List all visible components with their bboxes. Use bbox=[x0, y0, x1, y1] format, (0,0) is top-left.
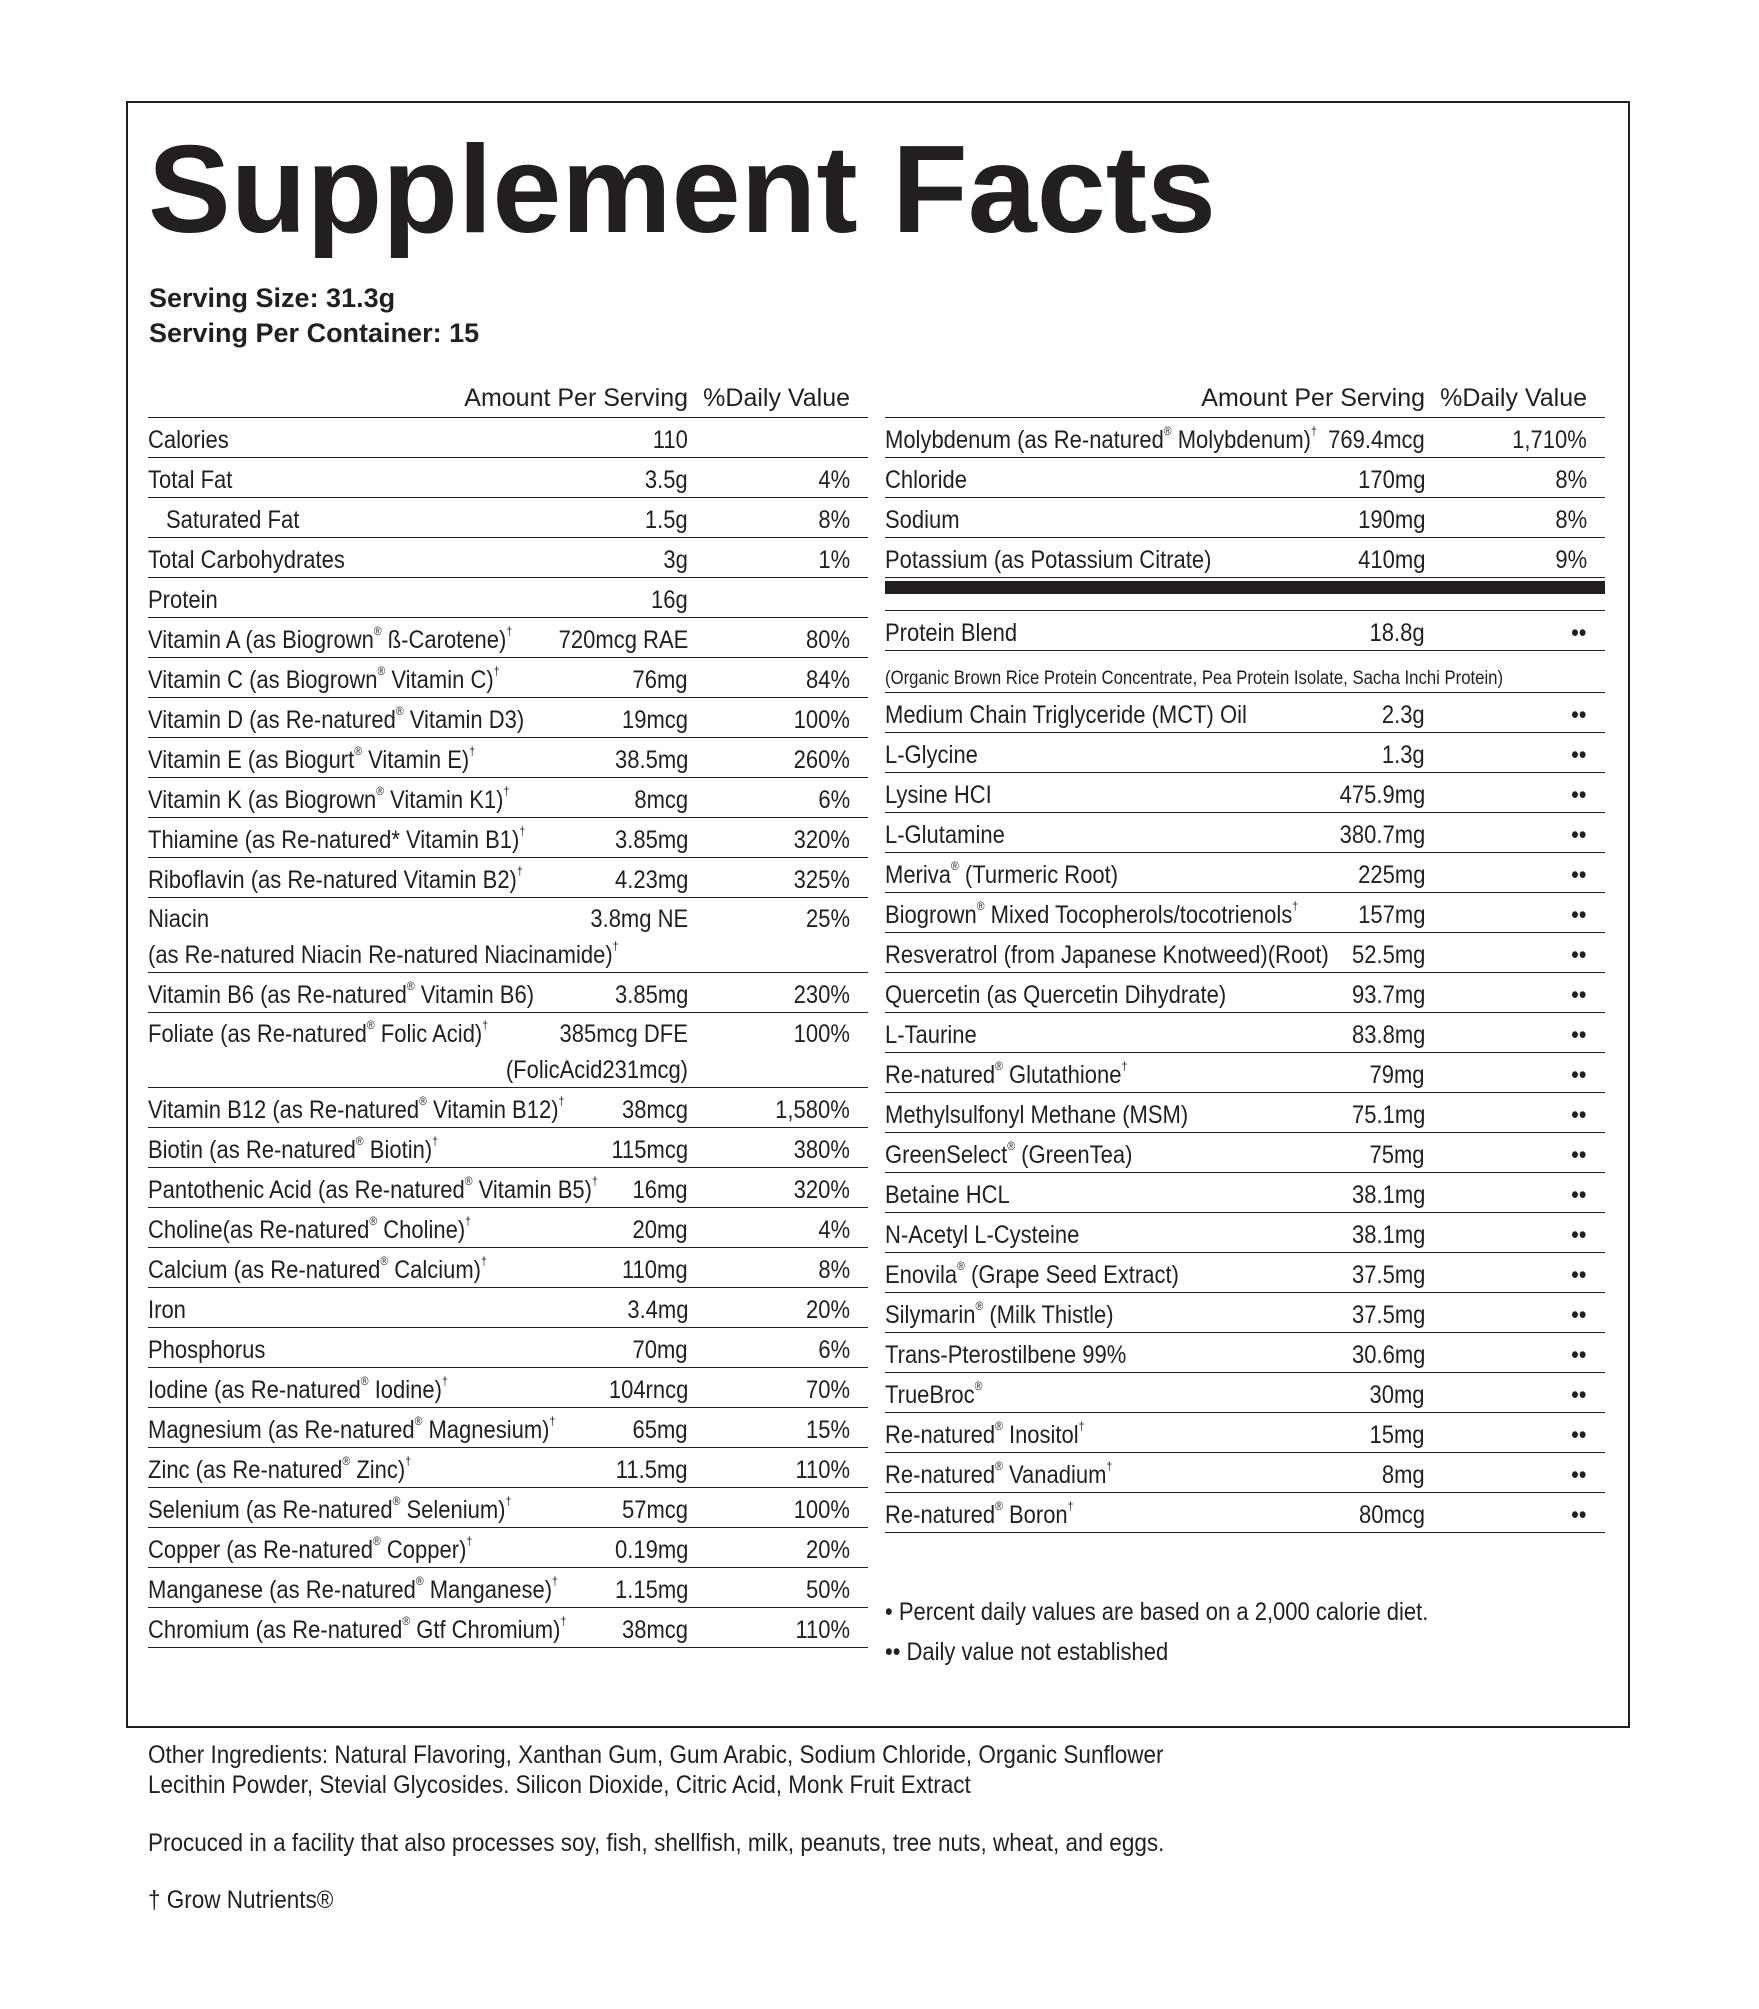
right-rows-bottom bbox=[885, 611, 1605, 1533]
nutrient-name: Vitamin D (as Re-natured® Vitamin D3) bbox=[148, 704, 525, 734]
nutrient-row bbox=[885, 733, 1605, 773]
nutrient-row bbox=[885, 1013, 1605, 1053]
nutrient-daily-value: •• bbox=[1571, 1461, 1587, 1489]
nutrient-amount: 38mcg bbox=[621, 1096, 688, 1124]
nutrient-daily-value: •• bbox=[1571, 1301, 1587, 1329]
nutrient-amount: 3.5g bbox=[645, 466, 688, 494]
nutrient-amount: 190mg bbox=[1357, 506, 1425, 534]
nutrient-row bbox=[885, 1373, 1605, 1413]
nutrient-amount: 475.9mg bbox=[1339, 781, 1425, 809]
nutrient-row bbox=[148, 1368, 868, 1408]
note-daily-not-established: •• Daily value not established bbox=[885, 1638, 1169, 1666]
nutrient-name: Copper (as Re-natured® Copper)† bbox=[148, 1534, 473, 1564]
nutrient-amount: 0.19mg bbox=[614, 1536, 688, 1564]
nutrient-daily-value: •• bbox=[1571, 901, 1587, 929]
nutrient-daily-value: 320% bbox=[793, 826, 850, 854]
nutrient-amount: 3g bbox=[663, 546, 688, 574]
nutrient-name: Biotin (as Re-natured® Biotin)† bbox=[148, 1134, 439, 1164]
nutrient-row bbox=[885, 893, 1605, 933]
nutrient-row bbox=[885, 1253, 1605, 1293]
servings-per-container: Serving Per Container: 15 bbox=[149, 318, 480, 348]
nutrient-amount: 70mg bbox=[632, 1336, 688, 1364]
nutrient-row bbox=[148, 658, 868, 698]
nutrient-row bbox=[148, 458, 868, 498]
nutrient-name: Silymarin® (Milk Thistle) bbox=[885, 1299, 1114, 1329]
nutrient-amount: 1.3g bbox=[1382, 741, 1425, 769]
nutrient-name: Phosphorus bbox=[148, 1336, 266, 1364]
nutrient-daily-value: 4% bbox=[818, 466, 850, 494]
nutrient-daily-value: •• bbox=[1571, 1061, 1587, 1089]
nutrient-amount: 37.5mg bbox=[1351, 1301, 1425, 1329]
nutrient-name: Foliate (as Re-natured® Folic Acid)† bbox=[148, 1018, 489, 1048]
note-percent-daily: • Percent daily values are based on a 2,000 calorie diet. bbox=[885, 1598, 1429, 1626]
nutrient-row bbox=[148, 698, 868, 738]
nutrient-row bbox=[148, 418, 868, 458]
left-rows bbox=[148, 418, 868, 1648]
nutrient-daily-value: •• bbox=[1571, 1101, 1587, 1129]
nutrient-amount: 410mg bbox=[1357, 546, 1425, 574]
grow-nutrients-note: † Grow Nutrients® bbox=[148, 1886, 334, 1914]
nutrient-amount: 225mg bbox=[1357, 861, 1425, 889]
nutrient-daily-value: 320% bbox=[793, 1176, 850, 1204]
nutrient-name: Protein bbox=[148, 586, 218, 614]
nutrient-row bbox=[148, 738, 868, 778]
nutrient-amount: 38.1mg bbox=[1351, 1181, 1425, 1209]
nutrient-daily-value: 230% bbox=[793, 981, 850, 1009]
nutrient-name: Iron bbox=[148, 1296, 186, 1324]
nutrient-name-line-2: (as Re-natured Niacin Re-natured Niacinamide)† bbox=[148, 939, 619, 969]
nutrient-amount: 3.4mg bbox=[626, 1296, 688, 1324]
nutrient-row bbox=[148, 1288, 868, 1328]
nutrient-amount: 18.8g bbox=[1369, 619, 1425, 647]
nutrient-daily-value: 50% bbox=[805, 1576, 850, 1604]
nutrient-name: Calories bbox=[148, 426, 229, 454]
nutrient-daily-value: 1,710% bbox=[1512, 426, 1587, 454]
nutrient-daily-value: 110% bbox=[795, 1616, 850, 1644]
nutrient-row bbox=[885, 1453, 1605, 1493]
nutrient-amount: 1.15mg bbox=[614, 1576, 688, 1604]
nutrient-row bbox=[885, 1333, 1605, 1373]
nutrient-row bbox=[885, 1293, 1605, 1333]
nutrient-daily-value: •• bbox=[1571, 701, 1587, 729]
nutrient-row bbox=[148, 578, 868, 618]
nutrient-name: Magnesium (as Re-natured® Magnesium)† bbox=[148, 1414, 556, 1444]
nutrient-name: Vitamin E (as Biogurt® Vitamin E)† bbox=[148, 744, 476, 774]
nutrient-row bbox=[885, 1093, 1605, 1133]
nutrient-amount: 1.5g bbox=[645, 506, 688, 534]
nutrient-name: TrueBroc® bbox=[885, 1379, 983, 1409]
nutrient-row bbox=[885, 693, 1605, 733]
nutrient-row bbox=[885, 458, 1605, 498]
amount-header: Amount Per Serving bbox=[464, 384, 688, 412]
nutrient-row bbox=[148, 1488, 868, 1528]
nutrient-name: Chloride bbox=[885, 466, 967, 494]
nutrient-name: GreenSelect® (GreenTea) bbox=[885, 1139, 1133, 1169]
nutrient-row bbox=[148, 1248, 868, 1288]
nutrient-row bbox=[885, 973, 1605, 1013]
nutrient-amount: 38.5mg bbox=[614, 746, 688, 774]
nutrient-row bbox=[148, 1608, 868, 1648]
nutrient-name: Trans-Pterostilbene 99% bbox=[885, 1341, 1127, 1369]
nutrient-name: L-Glycine bbox=[885, 741, 978, 769]
nutrient-daily-value: 8% bbox=[818, 506, 850, 534]
nutrient-name: Betaine HCL bbox=[885, 1181, 1010, 1209]
facility-statement: Procuced in a facility that also processes soy, fish, shellfish, milk, peanuts, tree nuts, wheat, and eggs. bbox=[148, 1829, 1165, 1857]
nutrient-row bbox=[148, 1408, 868, 1448]
nutrient-row bbox=[885, 1133, 1605, 1173]
nutrient-daily-value: •• bbox=[1571, 741, 1587, 769]
nutrient-row bbox=[885, 651, 1605, 693]
nutrient-amount-line-2: (FolicAcid231mcg) bbox=[505, 1056, 688, 1084]
nutrient-amount: 2.3g bbox=[1382, 701, 1425, 729]
nutrient-amount: 19mcg bbox=[621, 706, 688, 734]
nutrient-row bbox=[148, 1088, 868, 1128]
nutrient-daily-value: •• bbox=[1571, 1381, 1587, 1409]
nutrient-daily-value: •• bbox=[1571, 1421, 1587, 1449]
nutrient-name: Lysine HCI bbox=[885, 781, 992, 809]
nutrient-name: Re-natured® Boron† bbox=[885, 1499, 1074, 1529]
nutrient-daily-value: •• bbox=[1571, 1141, 1587, 1169]
nutrient-daily-value: •• bbox=[1571, 941, 1587, 969]
serving-size: Serving Size: 31.3g bbox=[149, 283, 396, 313]
nutrient-amount: 79mg bbox=[1369, 1061, 1425, 1089]
nutrient-name: Total Fat bbox=[148, 466, 233, 494]
nutrient-amount: 3.85mg bbox=[614, 826, 688, 854]
nutrient-daily-value: 25% bbox=[805, 905, 850, 933]
nutrient-name: Vitamin C (as Biogrown® Vitamin C)† bbox=[148, 664, 500, 694]
left-column-header bbox=[148, 382, 868, 418]
nutrient-daily-value: 260% bbox=[793, 746, 850, 774]
nutrient-amount: 93.7mg bbox=[1351, 981, 1425, 1009]
nutrient-row bbox=[148, 538, 868, 578]
nutrient-name: Enovila® (Grape Seed Extract) bbox=[885, 1259, 1179, 1289]
nutrient-amount: 157mg bbox=[1357, 901, 1425, 929]
nutrient-daily-value: 15% bbox=[805, 1416, 850, 1444]
nutrient-amount: 20mg bbox=[632, 1216, 688, 1244]
nutrient-daily-value: 325% bbox=[793, 866, 850, 894]
nutrient-row bbox=[885, 418, 1605, 458]
nutrient-name: Chromium (as Re-natured® Gtf Chromium)† bbox=[148, 1614, 567, 1644]
right-column-header bbox=[885, 382, 1605, 418]
nutrient-amount: 3.8mg NE bbox=[590, 905, 688, 933]
nutrient-amount: 80mcg bbox=[1358, 1501, 1425, 1529]
nutrient-row bbox=[148, 818, 868, 858]
nutrient-name: Iodine (as Re-natured® Iodine)† bbox=[148, 1374, 448, 1404]
nutrient-amount: 110 bbox=[652, 426, 688, 454]
nutrient-row bbox=[148, 1448, 868, 1488]
nutrient-name: Calcium (as Re-natured® Calcium)† bbox=[148, 1254, 487, 1284]
nutrient-amount: 769.4mcg bbox=[1328, 426, 1425, 454]
nutrient-daily-value: 9% bbox=[1555, 546, 1587, 574]
nutrient-daily-value: 110% bbox=[795, 1456, 850, 1484]
nutrient-row bbox=[885, 813, 1605, 853]
nutrient-daily-value: 100% bbox=[793, 1020, 850, 1048]
nutrient-daily-value: 100% bbox=[793, 706, 850, 734]
nutrient-row bbox=[148, 1208, 868, 1248]
nutrient-name: L-Taurine bbox=[885, 1021, 977, 1049]
nutrient-name: Vitamin B12 (as Re-natured® Vitamin B12)† bbox=[148, 1094, 565, 1124]
nutrient-name: Pantothenic Acid (as Re-natured® Vitamin B5)† bbox=[148, 1174, 598, 1204]
nutrient-name: (Organic Brown Rice Protein Concentrate, Pea Protein Isolate, Sacha Inchi Protein) bbox=[885, 668, 1504, 689]
nutrient-row bbox=[885, 773, 1605, 813]
nutrient-row bbox=[148, 778, 868, 818]
nutrient-name: Meriva® (Turmeric Root) bbox=[885, 859, 1119, 889]
panel-title: Supplement Facts bbox=[148, 121, 1216, 259]
nutrient-daily-value: •• bbox=[1571, 861, 1587, 889]
nutrient-amount: 30.6mg bbox=[1351, 1341, 1425, 1369]
thick-divider bbox=[885, 578, 1605, 611]
nutrient-name: Sodium bbox=[885, 506, 960, 534]
amount-header: Amount Per Serving bbox=[1201, 384, 1425, 412]
nutrient-name: Re-natured® Vanadium† bbox=[885, 1459, 1113, 1489]
nutrient-amount: 30mg bbox=[1369, 1381, 1425, 1409]
nutrient-name: Niacin bbox=[148, 905, 210, 933]
nutrient-amount: 104rncg bbox=[608, 1376, 688, 1404]
nutrient-amount: 115mcg bbox=[611, 1136, 688, 1164]
nutrient-row bbox=[148, 858, 868, 898]
nutrient-name: Thiamine (as Re-natured* Vitamin B1)† bbox=[148, 824, 526, 854]
nutrient-daily-value: 6% bbox=[818, 1336, 850, 1364]
nutrient-amount: 11.5mg bbox=[616, 1456, 688, 1484]
nutrient-amount: 8mcg bbox=[634, 786, 688, 814]
nutrient-amount: 65mg bbox=[632, 1416, 688, 1444]
nutrient-daily-value: 1,580% bbox=[775, 1096, 850, 1124]
nutrient-name: Vitamin B6 (as Re-natured® Vitamin B6) bbox=[148, 979, 535, 1009]
nutrient-daily-value: 84% bbox=[805, 666, 850, 694]
nutrient-daily-value: 8% bbox=[818, 1256, 850, 1284]
nutrient-daily-value: 380% bbox=[793, 1136, 850, 1164]
nutrient-daily-value: 80% bbox=[805, 626, 850, 654]
nutrient-amount: 57mcg bbox=[621, 1496, 688, 1524]
right-nutrient-column bbox=[885, 382, 1605, 1533]
daily-value-header: %Daily Value bbox=[703, 384, 850, 412]
nutrient-daily-value: 4% bbox=[818, 1216, 850, 1244]
nutrient-amount: 38mcg bbox=[621, 1616, 688, 1644]
nutrient-name: Resveratrol (from Japanese Knotweed)(Root) bbox=[885, 941, 1329, 969]
nutrient-amount: 83.8mg bbox=[1351, 1021, 1425, 1049]
nutrient-row bbox=[885, 933, 1605, 973]
nutrient-row bbox=[148, 1328, 868, 1368]
nutrient-amount: 38.1mg bbox=[1351, 1221, 1425, 1249]
nutrient-daily-value: •• bbox=[1571, 781, 1587, 809]
nutrient-daily-value: 20% bbox=[805, 1296, 850, 1324]
nutrient-daily-value: 8% bbox=[1555, 466, 1587, 494]
nutrient-daily-value: •• bbox=[1571, 619, 1587, 647]
nutrient-name: Protein Blend bbox=[885, 619, 1018, 647]
nutrient-row bbox=[148, 1568, 868, 1608]
nutrient-name: Vitamin A (as Biogrown® ß-Carotene)† bbox=[148, 624, 513, 654]
nutrient-daily-value: •• bbox=[1571, 1261, 1587, 1289]
left-nutrient-column bbox=[148, 382, 868, 1648]
nutrient-amount: 75mg bbox=[1369, 1141, 1425, 1169]
nutrient-amount: 76mg bbox=[632, 666, 688, 694]
nutrient-amount: 4.23mg bbox=[614, 866, 688, 894]
nutrient-row bbox=[885, 498, 1605, 538]
nutrient-daily-value: •• bbox=[1571, 1221, 1587, 1249]
nutrient-row bbox=[148, 618, 868, 658]
nutrient-row bbox=[885, 1053, 1605, 1093]
nutrient-amount: 170mg bbox=[1357, 466, 1425, 494]
nutrient-name: Zinc (as Re-natured® Zinc)† bbox=[148, 1454, 412, 1484]
right-rows-top bbox=[885, 418, 1605, 578]
other-ingredients-line-2: Lecithin Powder, Stevial Glycosides. Silicon Dioxide, Citric Acid, Monk Fruit Extract bbox=[148, 1771, 971, 1799]
nutrient-row bbox=[148, 1128, 868, 1168]
nutrient-daily-value: 1% bbox=[818, 546, 850, 574]
nutrient-name: Methylsulfonyl Methane (MSM) bbox=[885, 1101, 1189, 1129]
nutrient-name: Biogrown® Mixed Tocopherols/tocotrienols† bbox=[885, 899, 1299, 929]
nutrient-name: Total Carbohydrates bbox=[148, 546, 345, 574]
nutrient-daily-value: •• bbox=[1571, 1341, 1587, 1369]
nutrient-name: Medium Chain Triglyceride (MCT) Oil bbox=[885, 701, 1247, 729]
nutrient-name: Vitamin K (as Biogrown® Vitamin K1)† bbox=[148, 784, 510, 814]
other-ingredients-line-1: Other Ingredients: Natural Flavoring, Xanthan Gum, Gum Arabic, Sodium Chloride, Organic Sunflower bbox=[148, 1741, 1164, 1769]
nutrient-amount: 15mg bbox=[1369, 1421, 1425, 1449]
daily-value-header: %Daily Value bbox=[1440, 384, 1587, 412]
nutrient-name: Saturated Fat bbox=[166, 506, 300, 534]
nutrient-amount: 16mg bbox=[632, 1176, 688, 1204]
nutrient-row bbox=[885, 1173, 1605, 1213]
nutrient-row bbox=[148, 898, 868, 973]
nutrient-row bbox=[148, 1013, 868, 1088]
nutrient-daily-value: •• bbox=[1571, 1181, 1587, 1209]
nutrient-row bbox=[885, 853, 1605, 893]
nutrient-name: Re-natured® Inositol† bbox=[885, 1419, 1085, 1449]
nutrient-name: L-Glutamine bbox=[885, 821, 1005, 849]
nutrient-row bbox=[148, 1168, 868, 1208]
nutrient-amount: 16g bbox=[651, 586, 688, 614]
nutrient-daily-value: •• bbox=[1571, 1021, 1587, 1049]
nutrient-daily-value: •• bbox=[1571, 821, 1587, 849]
nutrient-row bbox=[885, 538, 1605, 578]
nutrient-row bbox=[885, 1213, 1605, 1253]
nutrient-amount: 8mg bbox=[1382, 1461, 1425, 1489]
nutrient-name: Manganese (as Re-natured® Manganese)† bbox=[148, 1574, 558, 1604]
nutrient-row bbox=[885, 1413, 1605, 1453]
nutrient-daily-value: 70% bbox=[805, 1376, 850, 1404]
nutrient-name: Potassium (as Potassium Citrate) bbox=[885, 546, 1212, 574]
nutrient-amount: 380.7mg bbox=[1339, 821, 1425, 849]
nutrient-name: Selenium (as Re-natured® Selenium)† bbox=[148, 1494, 512, 1524]
nutrient-row bbox=[148, 498, 868, 538]
nutrient-row bbox=[148, 973, 868, 1013]
nutrient-amount: 720mcg RAE bbox=[558, 626, 688, 654]
nutrient-amount: 3.85mg bbox=[614, 981, 688, 1009]
nutrient-daily-value: 8% bbox=[1555, 506, 1587, 534]
nutrient-daily-value: •• bbox=[1571, 981, 1587, 1009]
nutrient-name: N-Acetyl L-Cysteine bbox=[885, 1221, 1080, 1249]
nutrient-amount: 110mg bbox=[622, 1256, 688, 1284]
nutrient-name: Quercetin (as Quercetin Dihydrate) bbox=[885, 981, 1227, 1009]
nutrient-daily-value: 100% bbox=[793, 1496, 850, 1524]
nutrient-name: Molybdenum (as Re-natured® Molybdenum)† bbox=[885, 424, 1317, 454]
nutrient-name: Choline(as Re-natured® Choline)† bbox=[148, 1214, 472, 1244]
nutrient-amount: 52.5mg bbox=[1351, 941, 1425, 969]
nutrient-daily-value: 6% bbox=[818, 786, 850, 814]
nutrient-row bbox=[885, 611, 1605, 651]
nutrient-name: Re-natured® Glutathione† bbox=[885, 1059, 1128, 1089]
nutrient-name: Riboflavin (as Re-natured Vitamin B2)† bbox=[148, 864, 523, 894]
nutrient-row bbox=[885, 1493, 1605, 1533]
nutrient-row bbox=[148, 1528, 868, 1568]
nutrient-amount: 75.1mg bbox=[1351, 1101, 1425, 1129]
nutrient-daily-value: 20% bbox=[805, 1536, 850, 1564]
nutrient-amount: 385mcg DFE bbox=[559, 1020, 688, 1048]
nutrient-daily-value: •• bbox=[1571, 1501, 1587, 1529]
nutrient-amount: 37.5mg bbox=[1351, 1261, 1425, 1289]
